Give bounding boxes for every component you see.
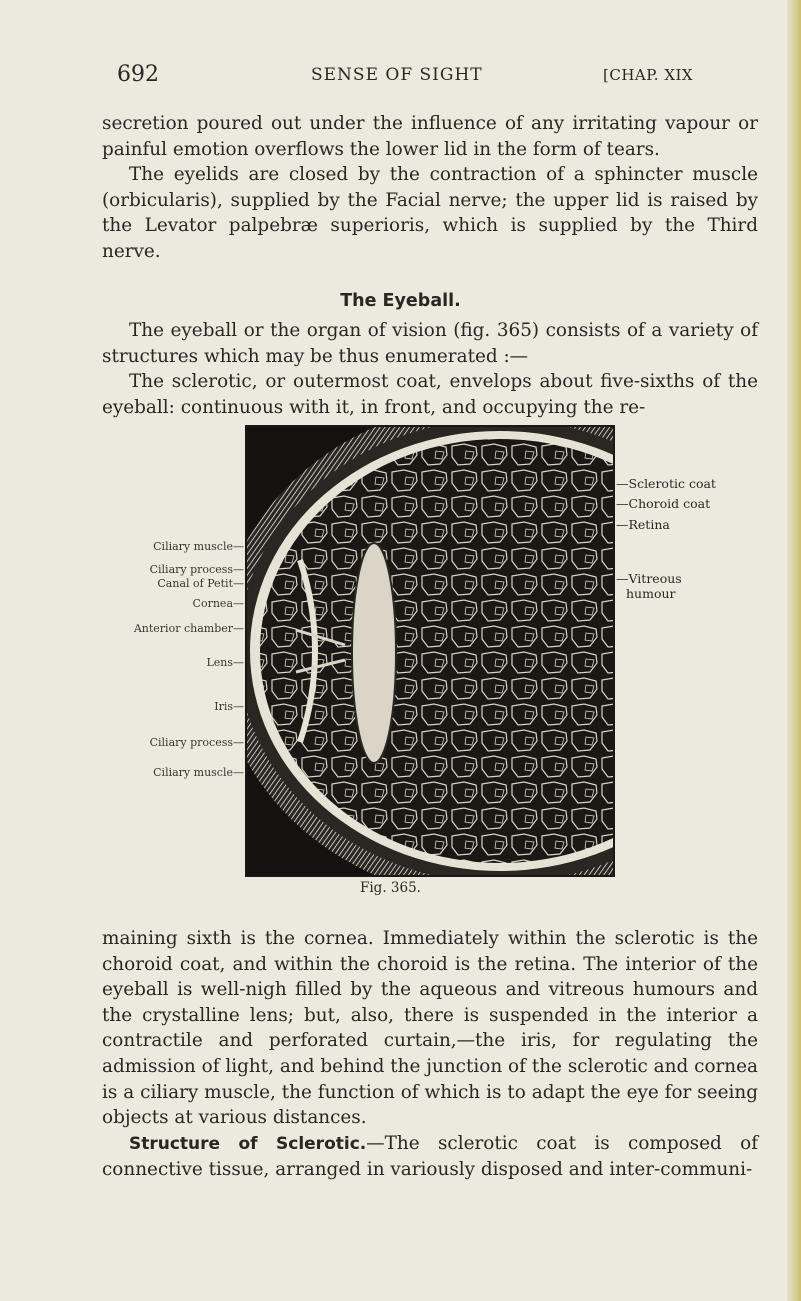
label-ciliary-process-lower: Ciliary process— — [149, 736, 244, 749]
label-anterior-chamber: Anterior chamber— — [133, 622, 244, 635]
right-labels — [616, 476, 716, 601]
paragraph-structure — [102, 1131, 758, 1183]
paragraph-text: —The sclerotic coat is composed of connective tissue, arranged in variously disposed and inter-communi- — [102, 1132, 758, 1181]
label-cornea: Cornea— — [192, 597, 244, 610]
text-block-bottom — [102, 926, 758, 1183]
label-retina: —Retina — [616, 517, 670, 532]
label-vitreous: —Vitreous — [616, 571, 682, 586]
figure-caption: Fig. 365. — [360, 880, 421, 896]
page-number: 692 — [117, 62, 159, 87]
subheading: Structure of Sclerotic. — [129, 1133, 367, 1154]
paragraph: The sclerotic, or outermost coat, envelops about five-sixths of the eyeball: continuous with it, in front, and occupying the re- — [102, 371, 758, 418]
paragraph: secretion poured out under the influence of any irritating vapour or painful emotion overflows the lower lid in the form of tears. — [102, 113, 758, 160]
label-sclerotic-coat: —Sclerotic coat — [616, 476, 716, 491]
section-heading: The Eyeball. — [340, 291, 461, 311]
label-iris: Iris— — [214, 700, 244, 713]
paragraph: maining sixth is the cornea. Immediately within the sclerotic is the choroid coat, and within the choroid is the retina. The interior of the eyeball is well-nigh filled by the aqueous and vitreous humours and the crystalline lens; but, also, there is suspended in the interior a contractile and perforated curtain,—the iris, for regulating the admission of light, and behind the junction of the sclerotic and cornea is a ciliary muscle, the function of which is to adapt the eye for seeing objects at various distances. — [102, 928, 758, 1129]
left-labels — [133, 540, 244, 779]
label-choroid-coat: —Choroid coat — [616, 496, 711, 511]
label-ciliary-muscle: Ciliary muscle— — [153, 540, 244, 553]
label-humour: humour — [626, 586, 676, 601]
label-ciliary-muscle-lower: Ciliary muscle— — [153, 766, 244, 779]
label-ciliary-process: Ciliary process— — [149, 563, 244, 576]
running-title: SENSE OF SIGHT — [311, 65, 483, 85]
label-canal-of-petit: Canal of Petit— — [157, 577, 244, 590]
label-lens: Lens— — [206, 656, 244, 669]
chapter-marker: [CHAP. XIX — [603, 66, 694, 84]
paragraph: The eyelids are closed by the contraction of a sphincter muscle (orbicularis), supplied by the Facial nerve; the upper lid is raised by the Levator palpebræ superioris, which is supplied by the Third nerve. — [102, 164, 758, 262]
paragraph: The eyeball or the organ of vision (fig. 365) consists of a variety of structures which may be thus enumerated :— — [102, 320, 758, 367]
